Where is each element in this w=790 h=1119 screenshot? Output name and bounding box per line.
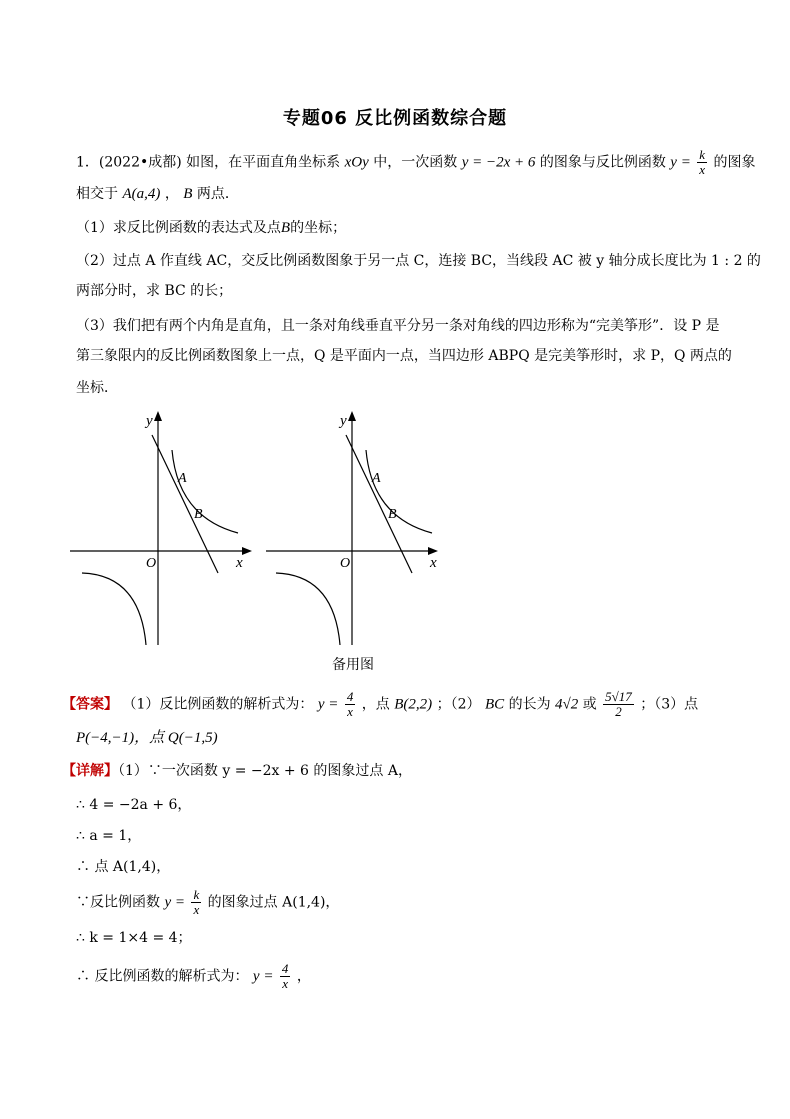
answer-text-6: ；（3）点 — [640, 696, 699, 713]
detail-text-5b: 的图象过点 A(1,4)， — [207, 894, 340, 911]
question-3-line-2: 第三象限内的反比例函数图象上一点，Q 是平面内一点，当四边形 ABPQ 是完美筝形时，求 P，Q 两点的 — [76, 348, 732, 364]
answer-value-1: 4√2 — [555, 696, 579, 713]
answer-bc: BC — [484, 696, 505, 713]
answer-fraction-2 — [603, 690, 634, 719]
question-1-text-end: 的坐标； — [290, 220, 347, 236]
question-3-line-3: 坐标． — [76, 380, 118, 396]
y-axis-label: y — [340, 413, 347, 429]
detail-text-1: （1）∵一次函数 y = −2x + 6 的图象过点 A， — [118, 763, 412, 779]
y-axis-arrow-icon — [154, 411, 162, 421]
detail-line-1 — [62, 761, 412, 781]
detail-line-6: ∴ k = 1×4 = 4； — [76, 930, 192, 946]
x-axis-label: x — [430, 555, 437, 571]
answer-y-eq: y = — [317, 696, 339, 713]
linear-function-line — [346, 435, 412, 573]
detail-fraction-1 — [191, 888, 201, 917]
linear-function-line — [152, 435, 218, 573]
point-b-label: B — [388, 507, 397, 522]
inverse-fraction — [697, 148, 707, 177]
hyperbola-branch-q1 — [172, 450, 238, 533]
fraction-denominator: x — [347, 704, 353, 719]
answer-text-2: ，点 — [361, 696, 390, 713]
linear-function: y = −2x + 6 — [461, 154, 536, 171]
x-axis-arrow-icon — [428, 547, 438, 555]
y-axis-label: y — [146, 413, 153, 429]
problem-line-1 — [76, 148, 756, 177]
hyperbola-branch-q3 — [276, 573, 340, 645]
point-a-label: A — [178, 471, 187, 486]
point-b-label: B — [194, 507, 203, 522]
question-2-line-1: （2）过点 A 作直线 AC，交反比例函数图象于另一点 C，连接 BC，当线段 AC 被 y 轴分成长度比为 1 : 2 的 — [76, 253, 761, 269]
detail-y-eq: y = — [164, 894, 185, 911]
detail-line-3: ∴ a = 1， — [76, 828, 142, 844]
function-graph-2 — [266, 405, 451, 650]
x-axis-label: x — [236, 555, 243, 571]
answer-point-b: B(2,2) — [394, 696, 433, 713]
fraction-denominator: x — [699, 162, 706, 177]
point-a-label: A — [372, 471, 381, 486]
problem-line2-c: 两点． — [196, 186, 239, 202]
coord-system: xOy — [344, 154, 369, 171]
answer-line-2 — [76, 728, 218, 748]
answer-text-4: 的长为 — [508, 696, 551, 713]
function-graph-1 — [70, 405, 255, 650]
detail-text-5a: ∵反比例函数 — [76, 894, 160, 911]
answer-fraction — [345, 690, 356, 719]
detail-line-4: ∴ 点 A(1,4)， — [76, 859, 171, 875]
problem-line2-b: ， — [164, 186, 179, 202]
hyperbola-branch-q3 — [82, 573, 146, 645]
detail-line-2: ∴ 4 = −2a + 6， — [76, 797, 192, 813]
fraction-denominator: x — [193, 902, 200, 917]
inverse-lhs: y = — [670, 154, 691, 171]
problem-line-2 — [76, 184, 239, 204]
detail-tag: 【详解】 — [62, 763, 118, 779]
detail-text-7b: ， — [296, 968, 311, 985]
answer-points: P(−4,−1)，点 Q(−1,5) — [76, 730, 218, 746]
point-a: A(a,4) — [122, 186, 161, 202]
hyperbola-branch-q1 — [366, 450, 432, 533]
answer-text-3: ；（2） — [436, 696, 481, 713]
fraction-numerator: 5√17 — [605, 689, 632, 704]
answer-text-5: 或 — [582, 696, 597, 713]
answer-text-1: （1）反比例函数的解析式为： — [122, 696, 314, 713]
problem-line2-a: 相交于 — [76, 186, 118, 202]
problem-intro-c: 的图象与反比例函数 — [539, 154, 666, 171]
question-1-text: （1）求反比例函数的表达式及点 — [76, 220, 281, 236]
origin-label: O — [146, 556, 157, 571]
answer-tag: 【答案】 — [62, 696, 118, 713]
problem-intro-d: 的图象 — [713, 154, 756, 171]
answer-line-1 — [62, 690, 698, 719]
detail-line-5 — [76, 888, 339, 917]
fraction-denominator: 2 — [615, 704, 622, 719]
fraction-numerator: k — [193, 887, 200, 902]
origin-label: O — [340, 556, 351, 571]
fraction-numerator: k — [699, 147, 706, 162]
y-axis-arrow-icon — [348, 411, 356, 421]
page-title: 专题06 反比例函数综合题 — [282, 108, 508, 129]
question-2-line-2: 两部分时，求 BC 的长； — [76, 283, 233, 299]
problem-intro-b: 中，一次函数 — [373, 154, 458, 171]
point-b: B — [183, 186, 193, 202]
question-1 — [76, 218, 346, 238]
detail-y-eq: y = — [252, 968, 274, 985]
fraction-numerator: 4 — [346, 689, 354, 704]
detail-text-7a: ∴ 反比例函数的解析式为： — [76, 968, 249, 985]
question-3-line-1: （3）我们把有两个内角是直角，且一条对角线垂直平分另一条对角线的四边形称为“完美筝形”．设 P 是 — [76, 318, 720, 334]
figure-caption: 备用图 — [332, 657, 374, 673]
x-axis-arrow-icon — [242, 547, 252, 555]
detail-fraction-2 — [280, 962, 291, 991]
fraction-numerator: 4 — [281, 961, 289, 976]
problem-intro-a: 1．(2022•成都) 如图，在平面直角坐标系 — [76, 154, 341, 171]
fraction-denominator: x — [282, 976, 289, 991]
detail-line-7 — [76, 962, 311, 991]
question-1-point: B — [280, 220, 291, 236]
